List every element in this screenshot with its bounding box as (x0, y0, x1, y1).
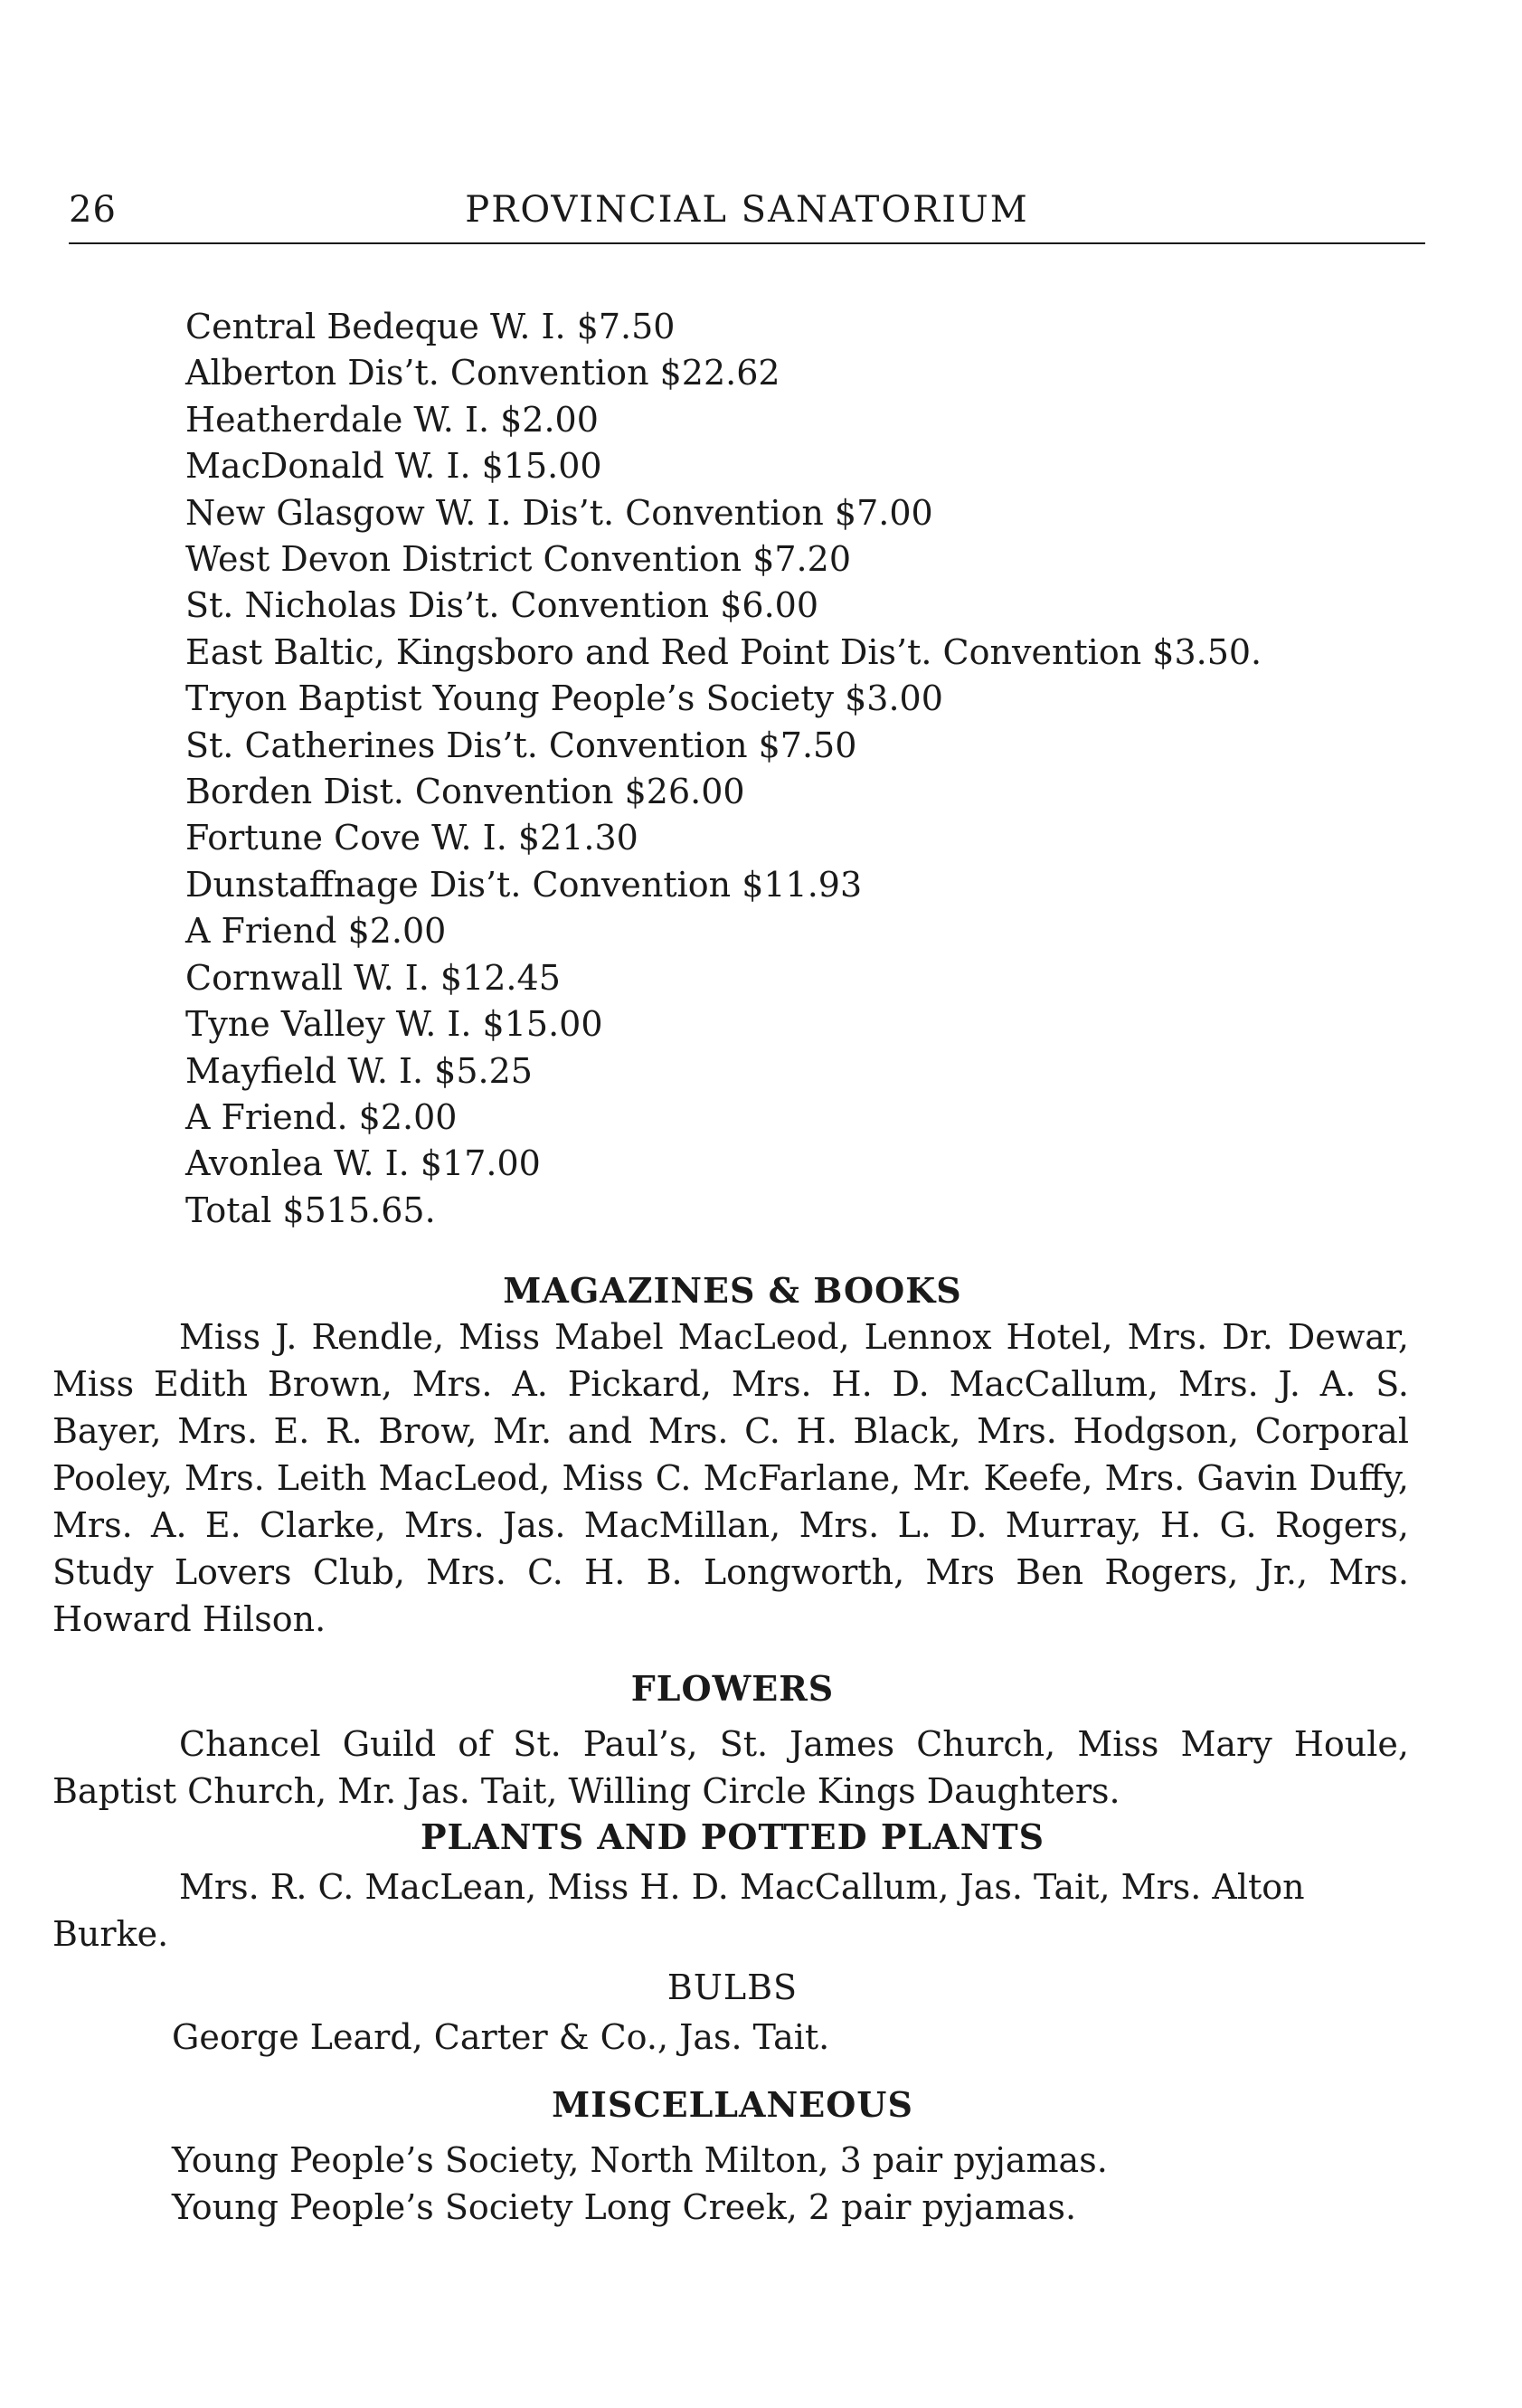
list-item: St. Catherines Dis’t. Convention $7.50 (185, 725, 857, 765)
miscellaneous-line: Young People’s Society, North Milton, 3 pair pyjamas. (172, 2140, 1108, 2180)
page-header (69, 183, 1425, 237)
magazines-donors: Miss J. Rendle, Miss Mabel MacLeod, Lennox Hotel, Mrs. Dr. Dewar, Miss Edith Brown, Mrs. A. Pickard, Mrs. H. D. MacCallum, Mrs. J. A. S. Bayer, Mrs. E. R. Brow, Mr. and Mrs. C. H. Black, Mrs. Hodgson, Corporal Pooley, Mrs. Leith MacLeod, Miss C. McFarlane, Mr. Keefe, Mrs. Gavin Duffy, Mrs. A. E. Clarke, Mrs. Jas. MacMillan, Mrs. L. D. Murray, H. G. Rogers, Study Lovers Club, Mrs. C. H. B. Longworth, Mrs Ben Rogers, Jr., Mrs. Howard Hilson. (52, 1317, 1409, 1639)
list-item: Dunstaffnage Dis’t. Convention $11.93 (185, 864, 863, 905)
running-title: PROVINCIAL SANATORIUM (465, 189, 1029, 231)
list-item: Cornwall W. I. $12.45 (185, 957, 561, 998)
list-item: MacDonald W. I. $15.00 (185, 446, 602, 487)
magazines-heading: MAGAZINES & BOOKS (503, 1270, 962, 1311)
list-item: Tyne Valley W. I. $15.00 (185, 1004, 603, 1045)
list-item: Alberton Dis’t. Convention $22.62 (185, 353, 780, 393)
miscellaneous-line: Young People’s Society Long Creek, 2 pair pyjamas. (172, 2187, 1077, 2227)
list-item: New Glasgow W. I. Dis’t. Convention $7.00 (185, 492, 933, 533)
list-item: Heatherdale W. I. $2.00 (185, 399, 599, 440)
list-item: A Friend. $2.00 (185, 1096, 458, 1137)
donation-total: Total $515.65. (185, 1190, 436, 1230)
miscellaneous-heading: MISCELLANEOUS (552, 2084, 913, 2125)
list-item: A Friend $2.00 (185, 911, 447, 952)
list-item: Avonlea W. I. $17.00 (185, 1143, 541, 1184)
list-item: East Baltic, Kingsboro and Red Point Dis’t. Convention $3.50. (185, 631, 1262, 672)
flowers-donors: Chancel Guild of St. Paul’s, St. James Church, Miss Mary Houle, Baptist Church, Mr. Jas. Tait, Willing Circle Kings Daughters. (52, 1724, 1409, 1811)
page-number: 26 (69, 189, 117, 231)
plants-donors: Mrs. R. C. MacLean, Miss H. D. MacCallum, Jas. Tait, Mrs. Alton Burke. (52, 1867, 1305, 1954)
list-item: St. Nicholas Dis’t. Convention $6.00 (185, 585, 819, 626)
bulbs-donors: George Leard, Carter & Co., Jas. Tait. (172, 2017, 830, 2057)
plants-heading: PLANTS AND POTTED PLANTS (420, 1816, 1045, 1857)
flowers-heading: FLOWERS (630, 1668, 835, 1709)
list-item: Mayfield W. I. $5.25 (185, 1050, 533, 1091)
list-item: Borden Dist. Convention $26.00 (185, 772, 745, 812)
donation-list (185, 304, 1451, 1234)
header-rule (69, 242, 1425, 244)
list-item: Central Bedeque W. I. $7.50 (185, 307, 676, 346)
list-item: West Devon District Convention $7.20 (185, 539, 851, 580)
list-item: Fortune Cove W. I. $21.30 (185, 818, 638, 858)
list-item: Tryon Baptist Young People’s Society $3.00 (185, 678, 943, 719)
bulbs-heading: BULBS (666, 1967, 799, 2007)
